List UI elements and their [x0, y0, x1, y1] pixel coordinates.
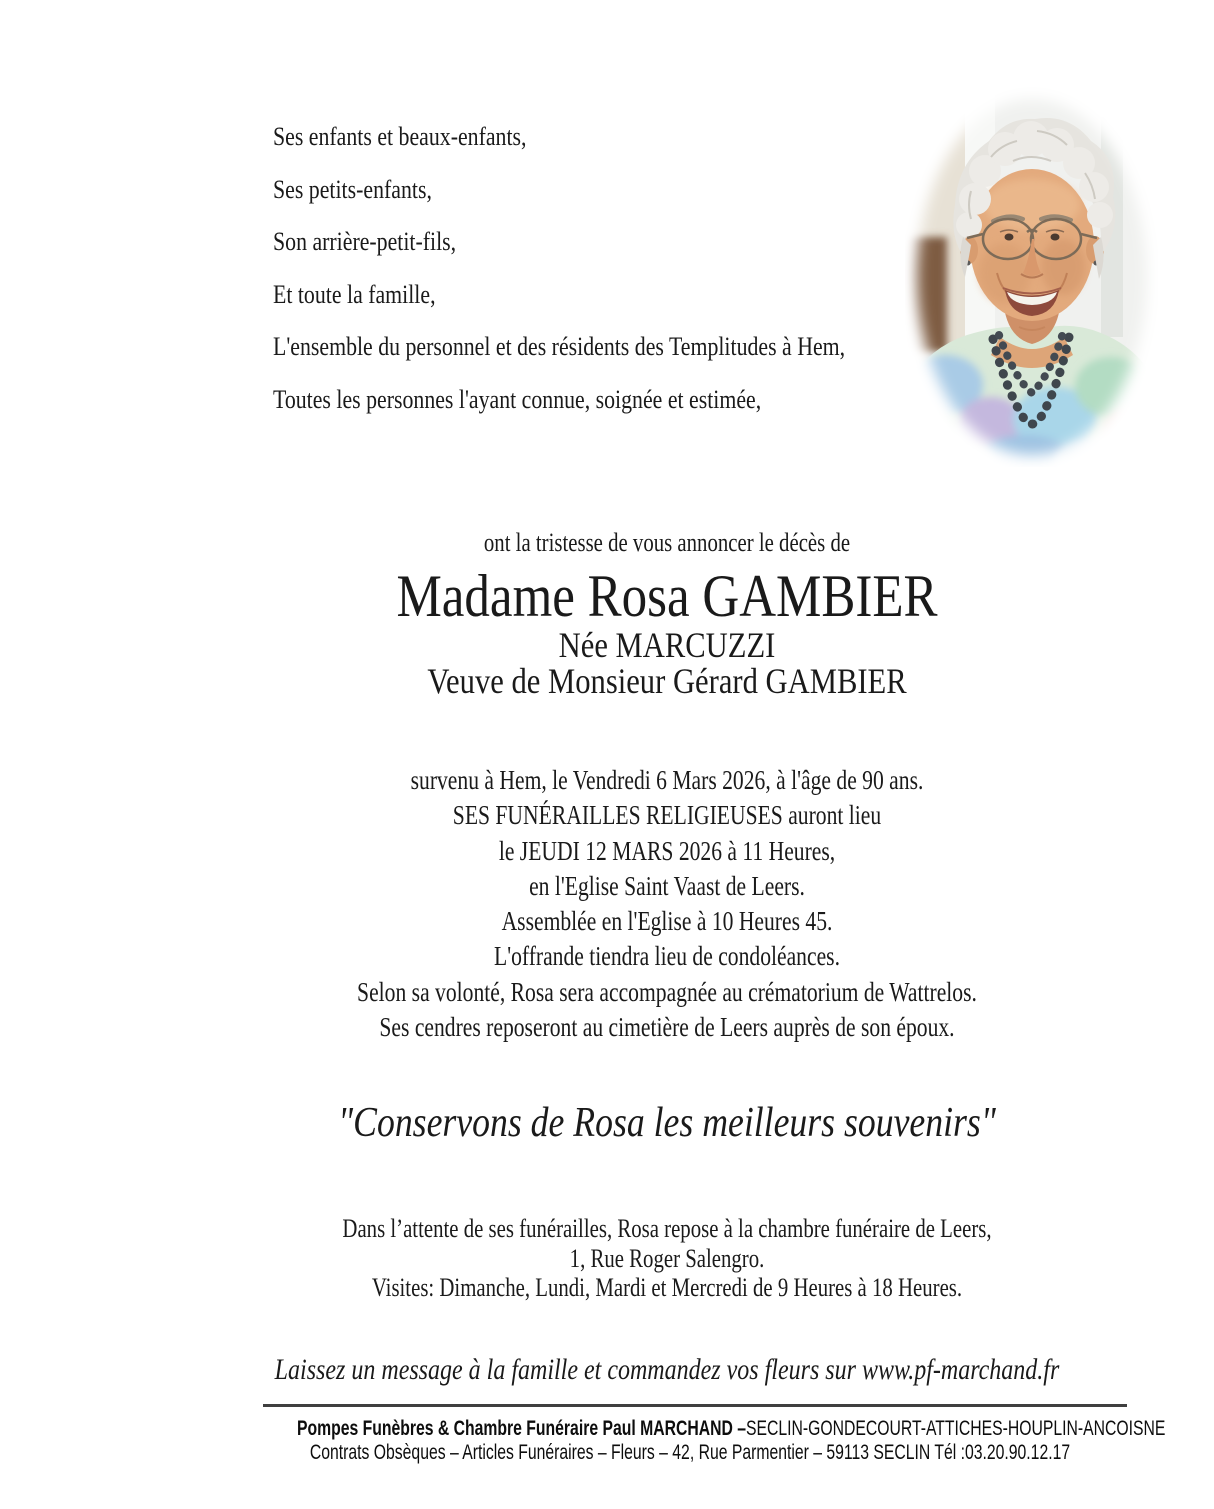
family-line: Ses enfants et beaux-enfants, — [273, 122, 527, 151]
funeral-home-line — [297, 1417, 1166, 1441]
ceremony-line: Ses cendres reposeront au cimetière de Leers auprès de son époux. — [379, 1012, 955, 1043]
funeral-home-cities: SECLIN-GONDECOURT-ATTICHES-HOUPLIN-ANCOISNE — [745, 1417, 1166, 1440]
family-line: Et toute la famille, — [273, 279, 436, 309]
announcement-line: ont la tristesse de vous annoncer le décès de — [483, 528, 851, 557]
ceremony-line: L'offrande tiendra lieu de condoléances. — [494, 941, 840, 972]
widow-line: Veuve de Monsieur Gérard GAMBIER — [427, 661, 907, 701]
ceremony-line: le JEUDI 12 MARS 2026 à 11 Heures, — [498, 835, 836, 866]
ceremony-line: SES FUNÉRAILLES RELIGIEUSES auront lieu — [452, 800, 882, 831]
repose-line: 1, Rue Roger Salengro. — [569, 1243, 765, 1273]
repose-line: Visites: Dimanche, Lundi, Mardi et Mercredi de 9 Heures à 18 Heures. — [371, 1273, 963, 1303]
ceremony-line: survenu à Hem, le Vendredi 6 Mars 2026, à l'âge de 90 ans. — [410, 765, 924, 795]
memorial-quote: "Conservons de Rosa les meilleurs souvenirs" — [338, 1100, 996, 1146]
maiden-name: Née MARCUZZI — [558, 625, 776, 665]
funeral-home-name: Pompes Funèbres & Chambre Funéraire Paul MARCHAND – — [297, 1417, 746, 1440]
portrait-photo — [905, 87, 1158, 467]
deceased-name: Madame Rosa GAMBIER — [396, 563, 938, 629]
services-line: Contrats Obsèques – Articles Funéraires – Fleurs – 42, Rue Parmentier – 59113 SECLIN Tél :03.20.90.12.17 — [309, 1441, 1071, 1464]
family-line: Toutes les personnes l'ayant connue, soignée et estimée, — [273, 384, 762, 414]
family-line: L'ensemble du personnel et des résidents des Templitudes à Hem, — [273, 332, 846, 361]
ceremony-line: en l'Eglise Saint Vaast de Leers. — [529, 870, 805, 901]
repose-line: Dans l’attente de ses funérailles, Rosa repose à la chambre funéraire de Leers, — [342, 1214, 992, 1243]
family-line: Son arrière-petit-fils, — [273, 227, 457, 256]
repose-info — [229, 1214, 1104, 1303]
family-list — [273, 111, 928, 426]
footer-divider — [263, 1404, 1127, 1407]
ceremony-details — [229, 763, 1104, 1045]
family-line: Ses petits-enfants, — [273, 174, 432, 204]
ceremony-line: Selon sa volonté, Rosa sera accompagnée au crématorium de Wattrelos. — [357, 976, 977, 1007]
ceremony-line: Assemblée en l'Eglise à 10 Heures 45. — [501, 906, 833, 937]
flowers-message: Laissez un message à la famille et commandez vos fleurs sur www.pf-marchand.fr — [274, 1353, 1060, 1386]
